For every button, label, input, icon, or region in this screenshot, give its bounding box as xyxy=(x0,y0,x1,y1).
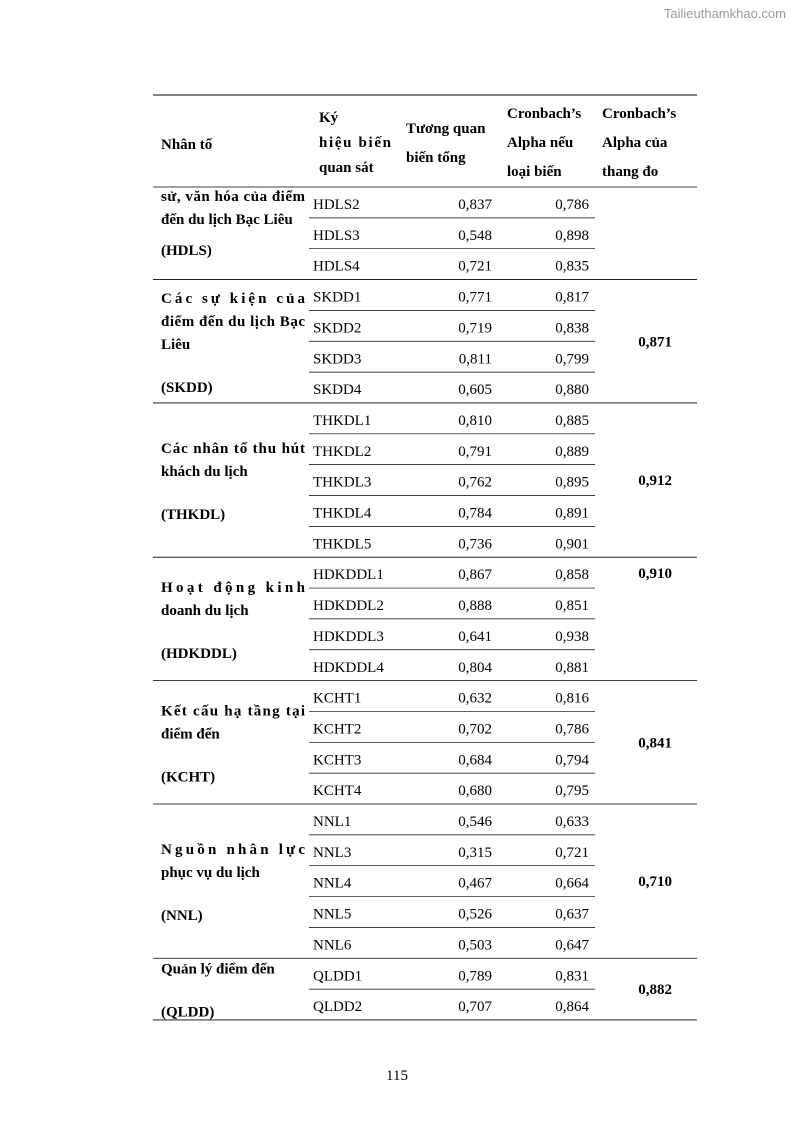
scale-alpha-value: 0,912 xyxy=(638,473,672,490)
cell-alpha-if-deleted: 0,835 xyxy=(555,258,589,275)
header-factor: Nhân tố xyxy=(161,137,213,153)
factor-code: (SKDD) xyxy=(161,379,213,396)
cell-correlation: 0,784 xyxy=(458,505,492,522)
cell-correlation: 0,771 xyxy=(458,289,492,306)
page-number: 115 xyxy=(386,1068,408,1084)
cell-alpha-if-deleted: 0,794 xyxy=(555,752,589,769)
cell-symbol: SKDD4 xyxy=(313,382,362,399)
header-symbol-line: hiệu biến xyxy=(319,135,391,151)
cell-correlation: 0,641 xyxy=(458,628,492,645)
cell-symbol: QLDD2 xyxy=(313,999,363,1016)
cell-symbol: HDKDDL3 xyxy=(313,628,384,645)
factor-name-line: phục vụ du lịch xyxy=(161,865,260,882)
cell-correlation: 0,702 xyxy=(458,721,492,738)
header-correlation-line: biến tổng xyxy=(406,150,466,166)
cell-symbol: THKDL4 xyxy=(313,505,372,522)
header-alpha-scale-line: thang đo xyxy=(602,164,659,180)
cell-correlation: 0,810 xyxy=(458,412,492,429)
header-symbol-line: quan sát xyxy=(319,160,374,176)
cell-correlation: 0,546 xyxy=(458,814,492,830)
cell-symbol: SKDD3 xyxy=(313,351,362,368)
cell-alpha-if-deleted: 0,786 xyxy=(555,721,589,738)
cell-symbol: SKDD1 xyxy=(313,289,362,306)
cell-alpha-if-deleted: 0,838 xyxy=(555,320,589,337)
factor-name-line: điểm đến xyxy=(161,726,220,743)
factor-code: (QLDD) xyxy=(161,1004,215,1021)
cell-alpha-if-deleted: 0,858 xyxy=(555,567,589,584)
factor-name-line: Nguồn nhân lực xyxy=(161,842,305,859)
cell-symbol: HDKDDL4 xyxy=(313,659,384,676)
cell-symbol: KCHT3 xyxy=(313,752,362,769)
cell-symbol: SKDD2 xyxy=(313,320,362,337)
factor-code: (KCHT) xyxy=(161,769,216,786)
factor-name-line: điểm đến du lịch Bạc xyxy=(161,313,305,330)
factor-name-line: khách du lịch xyxy=(161,464,248,481)
factor-name-line: Quản lý điểm đến xyxy=(161,961,275,978)
factor-name-line: Liêu xyxy=(161,336,191,353)
cell-correlation: 0,719 xyxy=(458,320,492,337)
cell-correlation: 0,548 xyxy=(458,227,492,244)
cell-correlation: 0,632 xyxy=(458,690,492,707)
cell-alpha-if-deleted: 0,938 xyxy=(555,628,589,645)
cell-alpha-if-deleted: 0,817 xyxy=(555,289,589,306)
cell-alpha-if-deleted: 0,901 xyxy=(555,536,589,553)
cell-correlation: 0,888 xyxy=(458,598,492,615)
cell-alpha-if-deleted: 0,831 xyxy=(555,968,589,985)
cell-correlation: 0,762 xyxy=(458,474,492,491)
cell-correlation: 0,867 xyxy=(458,567,492,584)
cell-symbol: HDLS2 xyxy=(313,197,360,213)
cell-symbol: THKDL2 xyxy=(313,443,372,460)
cell-alpha-if-deleted: 0,637 xyxy=(555,906,589,923)
cell-symbol: THKDL1 xyxy=(313,412,372,429)
cell-alpha-if-deleted: 0,664 xyxy=(555,875,589,892)
cell-symbol: NNL5 xyxy=(313,906,352,923)
cell-symbol: HDKDDL2 xyxy=(313,598,384,615)
header-alpha-deleted-line: loại biến xyxy=(507,164,562,180)
cell-correlation: 0,605 xyxy=(458,382,492,399)
cell-alpha-if-deleted: 0,786 xyxy=(555,197,589,213)
factor-name-line: sử, văn hóa của điểm xyxy=(161,189,305,205)
cell-correlation: 0,721 xyxy=(458,258,492,275)
cell-symbol: THKDL5 xyxy=(313,536,372,553)
watermark: Tailieuthamkhao.com xyxy=(663,6,786,21)
cell-correlation: 0,526 xyxy=(458,906,492,923)
cell-alpha-if-deleted: 0,721 xyxy=(555,844,589,861)
cell-symbol: THKDL3 xyxy=(313,474,372,491)
cell-correlation: 0,736 xyxy=(458,536,492,553)
cell-alpha-if-deleted: 0,898 xyxy=(555,227,589,244)
cell-alpha-if-deleted: 0,895 xyxy=(555,474,589,491)
cell-correlation: 0,503 xyxy=(458,937,492,954)
cell-symbol: NNL4 xyxy=(313,875,352,892)
cell-symbol: NNL3 xyxy=(313,844,352,861)
cell-correlation: 0,467 xyxy=(458,875,492,892)
factor-name-line: doanh du lịch xyxy=(161,602,249,619)
factor-name-line: Các nhân tố thu hút xyxy=(161,441,305,458)
cell-correlation: 0,837 xyxy=(458,197,492,213)
cell-alpha-if-deleted: 0,799 xyxy=(555,351,589,368)
factor-name-line: Các sự kiện của xyxy=(161,290,305,307)
factor-name-line: Kết cấu hạ tầng tại xyxy=(161,703,305,720)
cell-correlation: 0,707 xyxy=(458,999,492,1016)
cell-alpha-if-deleted: 0,880 xyxy=(555,382,589,399)
cell-correlation: 0,804 xyxy=(458,659,492,676)
cell-alpha-if-deleted: 0,851 xyxy=(555,598,589,615)
header-alpha-deleted-line: Alpha nếu xyxy=(507,135,574,151)
cell-alpha-if-deleted: 0,891 xyxy=(555,505,589,522)
cell-alpha-if-deleted: 0,633 xyxy=(555,814,589,830)
cell-symbol: NNL6 xyxy=(313,937,352,954)
cell-symbol: QLDD1 xyxy=(313,968,363,985)
scale-alpha-value: 0,841 xyxy=(638,735,672,752)
factor-code: (HDLS) xyxy=(161,243,212,259)
cell-alpha-if-deleted: 0,795 xyxy=(555,783,589,800)
cell-symbol: HDLS4 xyxy=(313,258,360,275)
cell-correlation: 0,811 xyxy=(458,351,492,368)
cell-symbol: NNL1 xyxy=(313,814,352,830)
cell-correlation: 0,791 xyxy=(458,443,492,460)
factor-code: (HDKDDL) xyxy=(161,645,237,662)
header-correlation-line: Tương quan xyxy=(406,121,486,137)
cell-correlation: 0,684 xyxy=(458,752,492,769)
header-symbol-line: Ký xyxy=(319,110,339,126)
factor-name-line: đến du lịch Bạc Liêu xyxy=(161,212,293,228)
cell-symbol: HDLS3 xyxy=(313,227,360,244)
scale-alpha-value: 0,710 xyxy=(638,874,672,891)
cell-alpha-if-deleted: 0,816 xyxy=(555,690,589,707)
scale-alpha-value: 0,882 xyxy=(638,982,672,999)
cell-symbol: KCHT1 xyxy=(313,690,362,707)
cell-symbol: KCHT4 xyxy=(313,783,362,800)
cell-symbol: HDKDDL1 xyxy=(313,567,384,584)
cell-correlation: 0,315 xyxy=(458,844,492,861)
cell-alpha-if-deleted: 0,881 xyxy=(555,659,589,676)
cell-alpha-if-deleted: 0,647 xyxy=(555,937,589,954)
header-alpha-deleted-line: Cronbach’s xyxy=(507,106,582,122)
cell-alpha-if-deleted: 0,885 xyxy=(555,412,589,429)
cell-correlation: 0,680 xyxy=(458,783,492,800)
cell-alpha-if-deleted: 0,889 xyxy=(555,443,589,460)
scale-alpha-value: 0,871 xyxy=(638,334,672,351)
cell-correlation: 0,789 xyxy=(458,968,492,985)
factor-code: (NNL) xyxy=(161,908,203,925)
scale-alpha-value: 0,910 xyxy=(638,566,672,583)
header-alpha-scale-line: Alpha của xyxy=(602,135,668,151)
cell-alpha-if-deleted: 0,864 xyxy=(555,999,589,1016)
cell-symbol: KCHT2 xyxy=(313,721,362,738)
factor-code: (THKDL) xyxy=(161,507,226,524)
header-alpha-scale-line: Cronbach’s xyxy=(602,106,677,122)
factor-name-line: Hoạt động kinh xyxy=(161,579,305,596)
